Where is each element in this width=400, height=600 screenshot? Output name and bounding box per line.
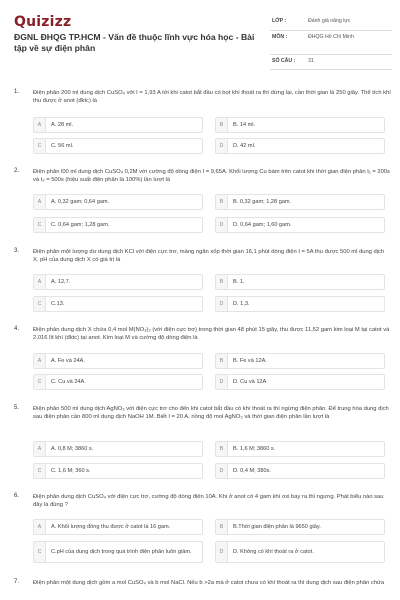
option-letter: D [216,297,228,311]
option-text: D. 42 ml. [233,142,256,149]
option-letter: B [216,118,228,132]
q5-option-b[interactable] [215,441,385,457]
option-text: B. 1. [233,278,245,285]
option-text: D. Không có khí thoát ra ở catot. [233,548,314,555]
option-text: B. 1,6 M; 3860 s. [233,445,276,452]
info-value: ĐHQG Hồ Chí Minh [308,34,354,40]
info-label: LỚP : [272,18,287,24]
option-letter: C [34,218,46,232]
option-text: A. Khối lượng đồng thu được ở catot là 16 gam. [51,523,171,530]
option-letter: D [216,542,228,562]
q6-option-b[interactable] [215,519,385,535]
info-value: 31 [308,58,314,64]
question-number: 3. [14,248,20,254]
question-text: Điện phân dung dịch CuSO₄ với điện cực trơ, cường độ dòng điện 10A. Khi ở anot có 4 gam khí oxi bay ra thì ngưng. Phát biểu nào sau đây là đúng ? [33,494,384,508]
q4-option-d[interactable] [215,374,385,390]
question-text: Điện phân một dung dịch gồm a mol CuSO₄ và b mol NaCl. Nếu b >2a mà ở catot chưa có khí thoát ra thì dung dịch sau điện phân chứa [33,580,385,586]
q1-option-b[interactable] [215,117,385,133]
worksheet-header [0,0,400,70]
question-text: Điện phân 200 ml dung dịch CuSO₄ với I = 1,93 A tới khi catot bắt đầu có bọt khí thoát ra thì dừng lại, cần thời gian là 250 giây. Thể tích khí thu được ở anot (đktc) là [33,90,391,104]
q4-option-a[interactable] [33,353,203,369]
option-text: C. 56 ml. [51,142,74,149]
q2-option-b[interactable] [215,194,385,210]
option-text: D. 0,4 M; 380s. [233,467,271,474]
info-row-subject [270,31,392,55]
option-text: B. Fe và 12A. [233,357,267,364]
q6-option-c[interactable] [33,541,203,563]
option-text: C. 0,64 gam; 1,28 gam. [51,221,110,228]
question-text: Điện phân l00 ml dung dịch CuSO₄ 0,2M với cường độ dòng điện I = 9,65A. Khối lượng Cu bám trên catot khi thời gian điện phân t₁ = 200s và t₂ = 500s (hiệu suất điện phân là 100%) lần lượt là [33,169,390,183]
info-row-count [270,55,392,70]
q3-option-c[interactable] [33,296,203,312]
question-number: 6. [14,493,20,499]
option-letter: B [216,195,228,209]
question-number: 4. [14,326,20,332]
info-label: SỐ CÂU : [272,58,296,64]
q4-option-c[interactable] [33,374,203,390]
option-letter: A [34,520,46,534]
question-number: 7. [14,579,20,585]
option-text: C. Cu và 24A. [51,378,86,385]
question-number: 2. [14,168,20,174]
question-number: 1. [14,89,20,95]
info-value: Đánh giá năng lực [308,18,351,24]
option-text: C.13. [51,300,65,307]
q2-option-c[interactable] [33,217,203,233]
option-letter: A [34,354,46,368]
option-text: A. 12,7. [51,278,71,285]
option-text: A. 0,32 gam; 0,64 gam. [51,198,110,205]
worksheet-title: ĐGNL ĐHQG TP.HCM - Vấn đề thuộc lĩnh vực hóa học - Bài tập về sự điện phân [14,32,255,53]
option-text: A. 28 ml. [51,121,74,128]
option-letter: B [216,442,228,456]
q5-option-d[interactable] [215,463,385,479]
option-letter: C [34,139,46,153]
option-letter: A [34,118,46,132]
option-letter: D [216,464,228,478]
option-letter: B [216,520,228,534]
option-letter: C [34,464,46,478]
option-text: B.Thời gian điện phân là 9650 giây. [233,523,321,530]
option-text: D. 0,64 gam; 1,60 gam. [233,221,292,228]
q4-option-b[interactable] [215,353,385,369]
option-text: A. Fe và 24A. [51,357,85,364]
option-text: A. 0,8 M; 3860 s. [51,445,94,452]
q1-option-d[interactable] [215,138,385,154]
q6-option-d[interactable] [215,541,385,563]
option-text: B. 0,32 gam; 1,28 gam. [233,198,292,205]
q5-option-c[interactable] [33,463,203,479]
q2-option-a[interactable] [33,194,203,210]
q5-option-a[interactable] [33,441,203,457]
option-text: D. Cu và 12A [233,378,267,385]
q6-option-a[interactable] [33,519,203,535]
question-number: 5. [14,405,20,411]
q3-option-a[interactable] [33,274,203,290]
question-text: Điện phân 500 ml dung dịch AgNO₃ với điện cực trơ cho đến khi catot bắt đầu có khí thoát ra thì ngừng điện phân. Để trung hòa dung dịch sau điện phân cần 800 ml dung dịch NaOH 1M. Biết I = 20 A, nồng độ mol AgNO₃ và thời gian điện phân lần lượt là [33,406,389,420]
option-letter: B [216,354,228,368]
q2-option-d[interactable] [215,217,385,233]
option-letter: A [34,275,46,289]
option-letter: D [216,218,228,232]
option-text: C. 1,6 M; 360 s. [51,467,91,474]
info-label: MÔN : [272,34,288,40]
q3-option-d[interactable] [215,296,385,312]
question-text: Điện phân một lượng dư dung dịch KCl với điện cực trơ, màng ngăn xốp thời gian 16,1 phút dòng điện I = 5A thu được 500 ml dung dịch X. pH của dung dịch X có giá trị là [33,249,385,263]
q1-option-a[interactable] [33,117,203,133]
option-letter: C [34,297,46,311]
q3-option-b[interactable] [215,274,385,290]
worksheet-info [270,15,392,70]
question-text: Điện phân dung dịch X chứa 0,4 mol M(NO₃)₂ (với điện cực trơ) trong thời gian 48 phút 15 giây, thu được 11,52 gam kim loại M tại catot và 2,016 lít khí (đktc) tại anot. Kim loại M và cường độ dòng điện là [33,327,390,341]
option-letter: C [34,375,46,389]
option-letter: D [216,375,228,389]
option-letter: A [34,442,46,456]
option-letter: B [216,275,228,289]
info-row-class [270,15,392,31]
q1-option-c[interactable] [33,138,203,154]
option-text: B. 14 ml. [233,121,256,128]
quizizz-logo: Quizizz [14,14,72,30]
option-text: D. 1,3. [233,300,250,307]
option-letter: A [34,195,46,209]
option-letter: D [216,139,228,153]
option-letter: C [34,542,46,562]
option-text: C.pH của dung dịch trong quá trình điện phân luôn giảm. [51,548,192,555]
